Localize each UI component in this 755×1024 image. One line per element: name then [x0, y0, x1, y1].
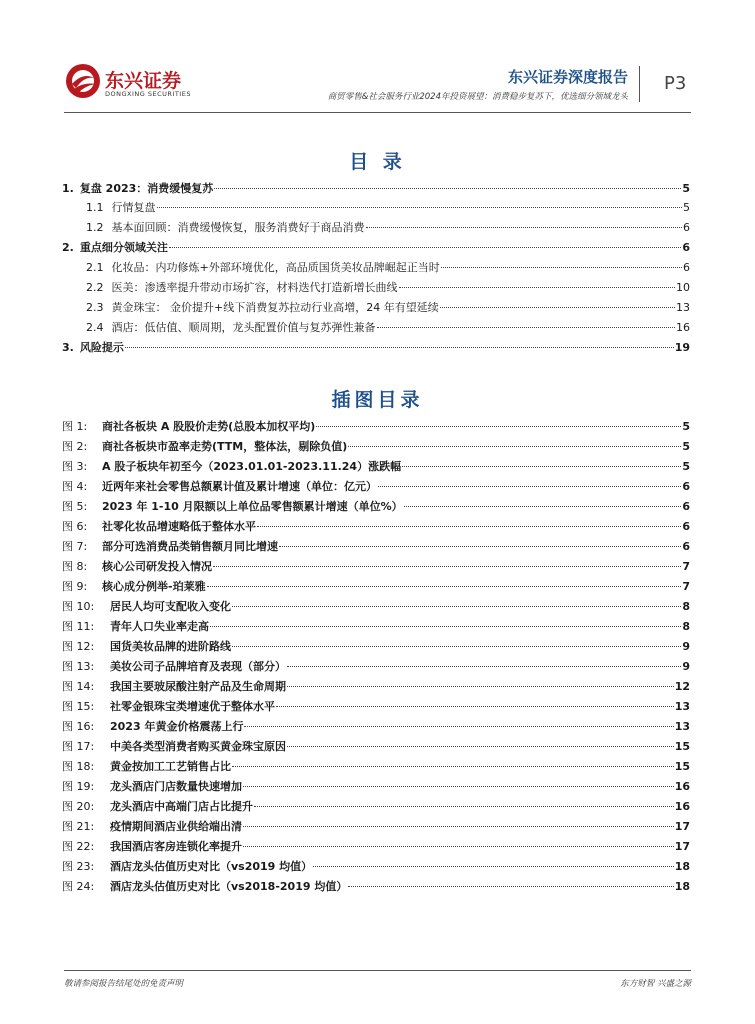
toc-entry[interactable]: 2.2 医美：渗透率提升带动市场扩容，材料迭代打造新增长曲线 10 [86, 281, 690, 294]
footer-disclaimer: 敬请参阅报告结尾处的免责声明 [64, 979, 184, 989]
logo-mark-icon [64, 62, 102, 100]
figure-entry[interactable]: 图 15: 社零金银珠宝类增速优于整体水平 13 [62, 700, 690, 713]
report-subtitle: 商贸零售&社会服务行业2024年投资展望：消费稳步复苏下，优选细分领域龙头 [327, 92, 628, 102]
figure-entry[interactable]: 图 3: A 股子板块年初至今（2023.01.01-2023.11.24）涨跌幅 5 [62, 460, 690, 473]
figure-entry[interactable]: 图 14: 我国主要玻尿酸注射产品及生命周期 12 [62, 680, 690, 693]
toc-title: 目 录 [349, 151, 406, 173]
figure-entry[interactable]: 图 12: 国货美妆品牌的进阶路线 9 [62, 640, 690, 653]
header-divider [639, 66, 640, 102]
figures-title: 插图目录 [331, 389, 424, 411]
figure-entry[interactable]: 图 11: 青年人口失业率走高 8 [62, 620, 690, 633]
footer-rule [64, 970, 691, 971]
figure-entry[interactable]: 图 13: 美妆公司子品牌培育及表现（部分） 9 [62, 660, 690, 673]
report-type: 东兴证券深度报告 [507, 68, 628, 86]
figure-entry[interactable]: 图 19: 龙头酒店门店数量快速增加 16 [62, 780, 690, 793]
figure-entry[interactable]: 图 5: 2023 年 1-10 月限额以上单位品零售额累计增速（单位%） 6 [62, 500, 690, 513]
logo-text-en: DONGXING SECURITIES [105, 90, 191, 98]
figure-entry[interactable]: 图 16: 2023 年黄金价格震荡上行 13 [62, 720, 690, 733]
figure-entry[interactable]: 图 24: 酒店龙头估值历史对比（vs2018-2019 均值） 18 [62, 880, 690, 893]
figure-entry[interactable]: 图 6: 社零化妆品增速略低于整体水平 6 [62, 520, 690, 533]
header-rule [64, 112, 691, 113]
figure-entry[interactable]: 图 7: 部分可选消费品类销售额月同比增速 6 [62, 540, 690, 553]
figure-entry[interactable]: 图 21: 疫情期间酒店业供给端出清 17 [62, 820, 690, 833]
figure-entry[interactable]: 图 4: 近两年来社会零售总额累计值及累计增速（单位：亿元） 6 [62, 480, 690, 493]
toc-entry[interactable]: 1. 复盘 2023：消费缓慢复苏 5 [62, 182, 690, 195]
figure-entry[interactable]: 图 22: 我国酒店客房连锁化率提升 17 [62, 840, 690, 853]
page-number: P3 [664, 73, 687, 94]
toc-entry[interactable]: 2.3 黄金珠宝： 金价提升+线下消费复苏拉动行业高增，24 年有望延续 13 [86, 301, 690, 314]
footer-slogan: 东方财智 兴盛之源 [620, 979, 691, 989]
figure-entry[interactable]: 图 9: 核心成分例举-珀莱雅 7 [62, 580, 690, 593]
figure-entry[interactable]: 图 23: 酒店龙头估值历史对比（vs2019 均值） 18 [62, 860, 690, 873]
company-logo [64, 62, 204, 104]
toc-entry[interactable]: 3. 风险提示 19 [62, 341, 690, 354]
toc-entry[interactable]: 2.4 酒店：低估值、顺周期，龙头配置价值与复苏弹性兼备 16 [86, 321, 690, 334]
toc-entry[interactable]: 1.1 行情复盘 5 [86, 201, 690, 214]
logo-text-cn: 东兴证券 [105, 70, 182, 92]
figure-entry[interactable]: 图 1: 商社各板块 A 股股价走势(总股本加权平均) 5 [62, 420, 690, 433]
figure-entry[interactable]: 图 17: 中美各类型消费者购买黄金珠宝原因 15 [62, 740, 690, 753]
figure-entry[interactable]: 图 2: 商社各板块市盈率走势(TTM，整体法，剔除负值) 5 [62, 440, 690, 453]
toc-entry[interactable]: 2.1 化妆品：内功修炼+外部环境优化，高品质国货美妆品牌崛起正当时 6 [86, 261, 690, 274]
toc-entry[interactable]: 1.2 基本面回顾：消费缓慢恢复，服务消费好于商品消费 6 [86, 221, 690, 234]
figure-entry[interactable]: 图 20: 龙头酒店中高端门店占比提升 16 [62, 800, 690, 813]
figure-entry[interactable]: 图 10: 居民人均可支配收入变化 8 [62, 600, 690, 613]
figure-entry[interactable]: 图 18: 黄金按加工工艺销售占比 15 [62, 760, 690, 773]
toc-entry[interactable]: 2. 重点细分领域关注 6 [62, 241, 690, 254]
figure-entry[interactable]: 图 8: 核心公司研发投入情况 7 [62, 560, 690, 573]
